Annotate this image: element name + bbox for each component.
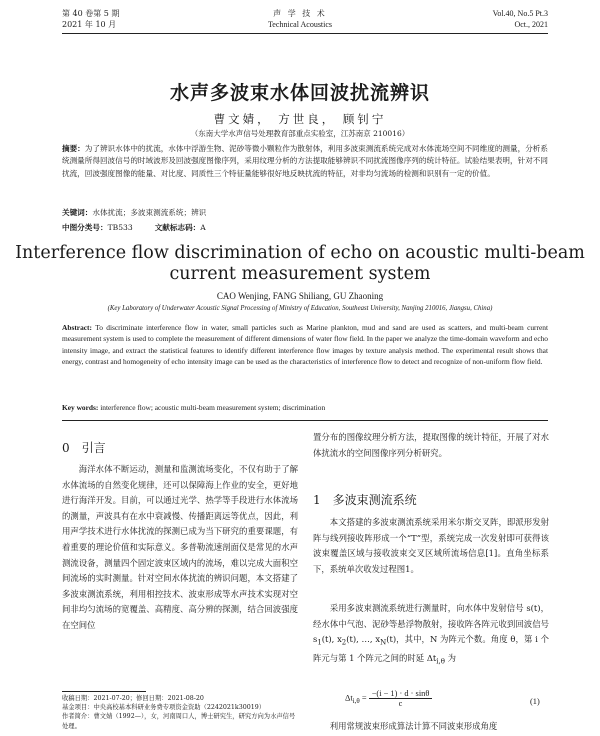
p2-text-a: 采用多波束测流系统进行测量时，向水体中发射信号 s(t)，经水体中气泡、泥砂等悬浮物散射，接收阵各阵元收到回波信号 s xyxy=(313,603,549,645)
section-1-heading: 1 多波束测流系统 xyxy=(313,493,417,507)
equation-lhs: Δt xyxy=(345,693,353,703)
keywords-cn-text: 水体扰流；多波束测流系统；辨识 xyxy=(92,208,207,217)
abstract-cn xyxy=(62,143,548,180)
p2-sub-2: 2 xyxy=(341,638,347,647)
abstract-cn-text: 为了辨识水体中的扰流，水体中浮游生物、泥砂等微小颗粒作为散射体，利用多波束测流系统完成对水体流场空间不同维度的测量，分析系统测量所得回波信号的时域波形及回波强度图像序列，采用纹理分析的方法提取能够辨识不同扰流图像序列的统计特征。试验结果表明，针对不同扰流，回波强度图像的能量、对比度、同质性三个特征量能够很好地反映扰流的特征，对非均匀流场的检测和识别有一定的价值。 xyxy=(62,144,548,178)
keywords-cn-label: 关键词： xyxy=(62,208,93,217)
abstract-cn-label: 摘要： xyxy=(62,144,85,153)
authors-en: CAO Wenjing, FANG Shiliang, GU Zhaoning xyxy=(216,291,384,301)
section-1-paragraph-3: 利用常规波束形成算法计算不同波束形成角度 xyxy=(329,721,498,731)
keywords-en xyxy=(62,403,548,412)
section-1-paragraph-1: 本文搭建的多波束测流系统采用米尔斯交叉阵，即派形发射阵与线列接收阵形成一个“T”型，系统完成一次发射即可获得该波束覆盖区域与接收波束交叉区域所流场信息[1]。直角坐标系下，系统单次收发过程图1。 xyxy=(313,517,549,574)
section-0-paragraph: 海洋水体不断运动，测量和监测流场变化，不仅有助于了解水体流场的自然变化规律，还可以保障海上作业的安全，更好地进行海洋开发。目前，可以通过光学、热学等手段进行水体流场的测量，声波具有在水中衰减慢、传播距离远等优点，因此，利用声学技术进行水体扰流的探测已成为当下研究的重要课题，有着重要的理论价值和实际意义。多普勒流速剖面仪是常见的水声测流设备，测量四个固定波束区域内的流场，难以完成大面积空间流场的实时测量。针对空间水体扰流的辨识问题，本文搭建了多波束测流系统，利用相控技术、波束形成等水声技术实现对空间非均匀流场的宽覆盖、高精度、高分辨的探测，结合回波强度在空间位 xyxy=(62,464,298,630)
equation-denominator: c xyxy=(398,699,403,708)
clc-label: 中图分类号： xyxy=(62,223,108,232)
p2-sub-n: N xyxy=(380,638,387,647)
p2-text-c: (t), …, x xyxy=(346,634,381,645)
footnote xyxy=(62,694,298,731)
paper-title-en-line1: Interference flow discrimination of echo on acoustic multi-beam xyxy=(15,243,585,263)
keywords-en-text: interference flow; acoustic multi-beam measurement system; discrimination xyxy=(100,403,326,412)
equation-1: $\Delta t_{i,\theta}$ = $\frac{-(i - 1) \cdot d \cdot \sin\theta}{c}$ xyxy=(345,689,432,708)
doc-code-label: 文献标志码： xyxy=(154,223,201,232)
p2-sub-i0: i,θ xyxy=(436,658,445,667)
footnote-rule xyxy=(62,691,146,692)
equation-number: (1) xyxy=(530,697,540,706)
footnote-author: 作者简介：曹文婧（1992—），女，河南周口人，博士研究生，研究方向为水声信号处理。 xyxy=(62,713,296,730)
section-0-heading: 0 引言 xyxy=(62,441,106,455)
footnote-received: 收稿日期：2021-07-20；修回日期：2021-08-20 xyxy=(62,695,204,702)
abstract-en xyxy=(62,322,548,367)
equation-numerator: −(i − 1) · d · sinθ xyxy=(369,689,433,699)
p2-text-e: 为 xyxy=(444,653,456,664)
equation-lhs-subscript: i,θ xyxy=(352,697,360,706)
paper-title-en xyxy=(0,243,600,285)
section-1-paragraph-2 xyxy=(313,601,549,671)
footnote-funding: 基金项目：中央高校基本科研业务费专项资金资助（2242021k30019） xyxy=(62,704,266,712)
intro-continuation: 置分布的图像纹理分析方法，提取图像的统计特征，开展了对水体扰流水的空间图像序列分析研究。 xyxy=(313,432,549,458)
abstract-en-text: To discriminate interference flow in water, small particles such as Marine plankton, mud and sand are used as scatters, and multi-beam current measurement system is used to complete the measurement of different dimensions of water flow field. In the paper we analyze the time-domain waveform and echo intensity image, and extract the statistical features to identify different interference flow images by texture analysis method. The experimental result shows that energy, contrast and homogeneity of echo intensity image can be used as the characteristics of interference flow to detect and recognize of non-uniform flow field. xyxy=(62,323,548,366)
affiliation-en: (Key Laboratory of Underwater Acoustic Signal Processing of Ministry of Education, Southeast University, Nanjing 210016, Jiangsu, China) xyxy=(107,305,493,312)
affiliation-cn: （东南大学水声信号处理教育部重点实验室，江苏南京 210016） xyxy=(190,129,410,138)
journal-volume: 第 40 卷第 5 期 xyxy=(62,9,120,18)
journal-volume-en: Vol.40, No.5 Pt.3 xyxy=(492,9,548,18)
equation-fraction xyxy=(369,689,433,708)
keywords-cn xyxy=(62,207,548,218)
doc-code-value: A xyxy=(200,223,206,232)
p2-text-b: (t), x xyxy=(321,634,342,645)
paper-title-en-line2: current measurement system xyxy=(169,264,431,284)
p2-text-d: (t)，其中，N 为阵元个数。角度 θ，第 i 个阵元与第 1 个阵元之间的时延 Δt xyxy=(313,634,549,664)
abstract-en-label: Abstract: xyxy=(62,323,92,332)
journal-name-cn: 声 学 技 术 xyxy=(273,9,327,18)
p2-sub-1: 1 xyxy=(317,638,322,647)
classification-cn xyxy=(62,222,548,233)
abstract-end-rule xyxy=(62,420,548,421)
paper-title-cn: 水声多波束水体回波扰流辨识 xyxy=(169,82,430,104)
journal-date: 2021 年 10 月 xyxy=(62,20,117,29)
journal-name-en: Technical Acoustics xyxy=(267,20,333,29)
clc-value: TB533 xyxy=(107,223,133,232)
keywords-en-label: Key words: xyxy=(62,403,99,412)
header-rule xyxy=(62,33,548,34)
authors-cn: 曹文婧， 方世良， 顾钊宁 xyxy=(213,112,387,126)
journal-date-en: Oct., 2021 xyxy=(514,20,548,29)
